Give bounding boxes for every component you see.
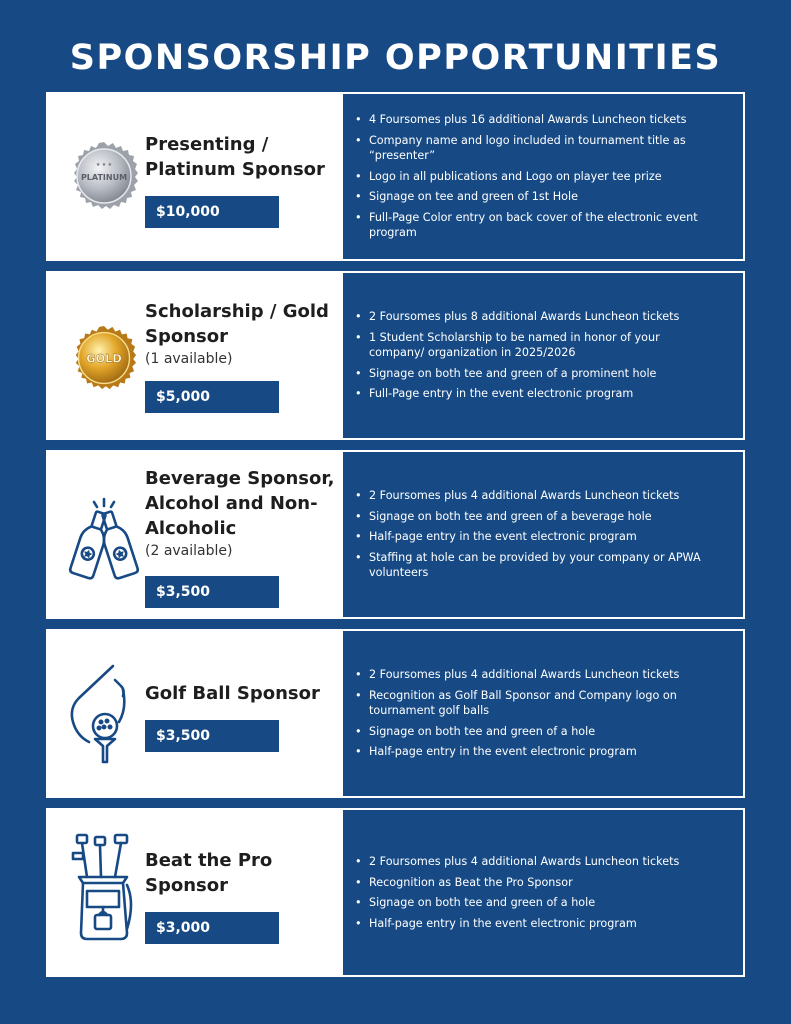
golf-bag-icon	[58, 836, 150, 946]
benefit-item: • Signage on both tee and green of a beverage hole	[355, 509, 715, 525]
sponsor-card-gold	[46, 271, 745, 440]
page-title: SPONSORSHIP OPPORTUNITIES	[69, 38, 722, 78]
price-badge: $3,500	[145, 576, 279, 608]
availability-note: (2 available)	[145, 543, 233, 559]
tier-name: Golf Ball Sponsor	[145, 683, 320, 704]
benefit-item: • 2 Foursomes plus 4 additional Awards Luncheon tickets	[355, 488, 715, 504]
sponsor-summary	[48, 273, 343, 438]
benefit-item: • Half-page entry in the event electronic program	[355, 529, 715, 545]
sponsor-card-beat-the-pro	[46, 808, 745, 977]
benefits-panel	[343, 271, 745, 440]
platinum-medal-icon	[58, 121, 150, 231]
tier-name: Beverage Sponsor, Alcohol and Non-Alcoholic	[145, 468, 335, 539]
sponsor-summary	[48, 631, 343, 796]
tier-name: Scholarship / Gold Sponsor	[145, 301, 329, 347]
tier-name: Beat the Pro Sponsor	[145, 850, 273, 896]
benefit-item: • Staffing at hole can be provided by your company or APWA volunteers	[355, 550, 715, 581]
benefit-item: • 4 Foursomes plus 16 additional Awards Luncheon tickets	[355, 112, 715, 128]
benefit-item: • Signage on both tee and green of a hole	[355, 724, 715, 740]
benefits-list	[355, 304, 715, 407]
beer-bottles-cheers-icon	[58, 484, 150, 594]
benefits-panel	[343, 450, 745, 619]
benefits-list	[355, 483, 715, 586]
benefits-list	[355, 662, 715, 765]
benefit-item: • 2 Foursomes plus 4 additional Awards Luncheon tickets	[355, 667, 715, 683]
benefit-item: • Signage on both tee and green of a prominent hole	[355, 366, 715, 382]
price-badge: $5,000	[145, 381, 279, 413]
badge-text: PLATINUM	[80, 173, 128, 182]
benefit-item: • Company name and logo included in tournament title as “presenter”	[355, 133, 715, 164]
benefit-item: • Logo in all publications and Logo on player tee prize	[355, 169, 715, 185]
sponsor-summary	[48, 452, 343, 617]
benefit-item: • Full-Page entry in the event electronic program	[355, 386, 715, 402]
badge-text: GOLD	[86, 352, 122, 366]
benefit-item: • 2 Foursomes plus 8 additional Awards Luncheon tickets	[355, 309, 715, 325]
benefit-item: • 2 Foursomes plus 4 additional Awards Luncheon tickets	[355, 854, 715, 870]
benefits-list	[355, 107, 715, 246]
benefit-item: • Recognition as Golf Ball Sponsor and Company logo on tournament golf balls	[355, 688, 715, 719]
benefits-panel	[343, 808, 745, 977]
benefit-item: • Signage on tee and green of 1st Hole	[355, 189, 715, 205]
sponsor-card-platinum	[46, 92, 745, 261]
svg-text:★ ★ ★: ★ ★ ★	[95, 162, 113, 168]
tier-name: Presenting / Platinum Sponsor	[145, 134, 325, 180]
gold-medal-icon	[58, 303, 150, 413]
benefit-item: • Half-page entry in the event electronic program	[355, 744, 715, 760]
availability-note: (1 available)	[145, 351, 233, 367]
sponsor-summary	[48, 810, 343, 975]
golf-ball-on-tee-icon	[58, 659, 150, 769]
benefit-item: • Half-page entry in the event electronic program	[355, 916, 715, 932]
benefit-item: • 1 Student Scholarship to be named in honor of your company/ organization in 2025/2026	[355, 330, 715, 361]
benefit-item: • Full-Page Color entry on back cover of the electronic event program	[355, 210, 715, 241]
price-badge: $10,000	[145, 196, 279, 228]
benefit-item: • Recognition as Beat the Pro Sponsor	[355, 875, 715, 891]
benefits-panel	[343, 629, 745, 798]
sponsor-card-golf-ball	[46, 629, 745, 798]
benefits-panel	[343, 92, 745, 261]
benefit-item: • Signage on both tee and green of a hole	[355, 895, 715, 911]
price-badge: $3,000	[145, 912, 279, 944]
sponsor-summary	[48, 94, 343, 259]
price-badge: $3,500	[145, 720, 279, 752]
benefits-list	[355, 849, 715, 936]
sponsor-card-beverage	[46, 450, 745, 619]
